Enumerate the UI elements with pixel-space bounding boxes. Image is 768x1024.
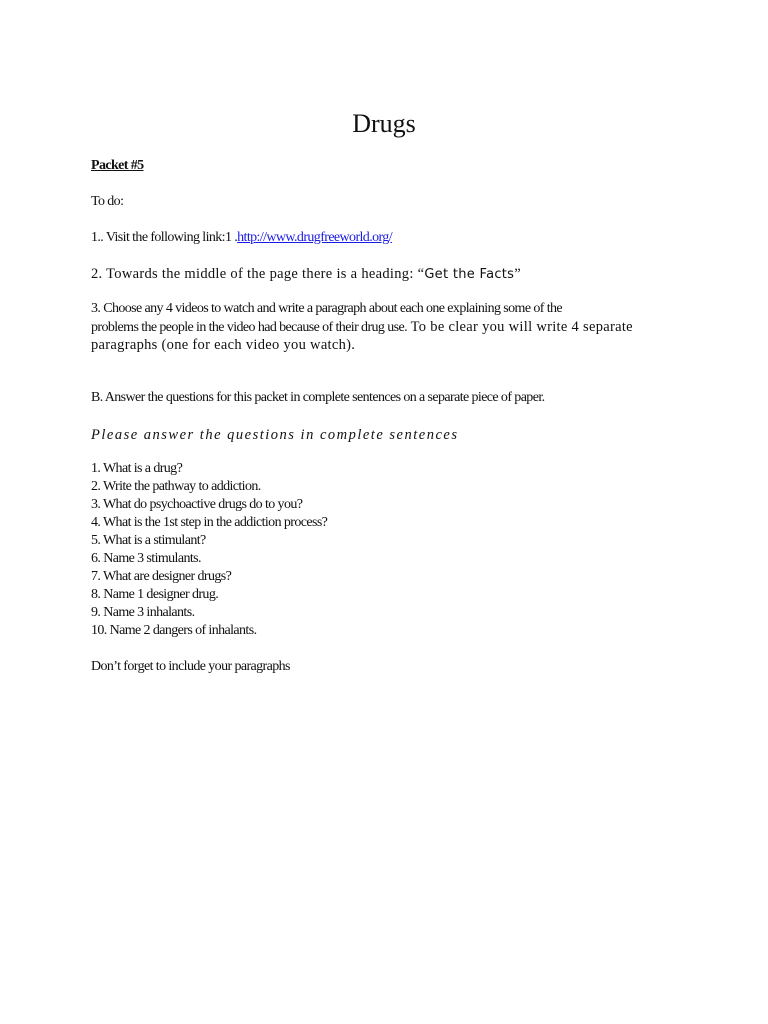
question-7: 7. What are designer drugs?	[91, 569, 232, 584]
drugfreeworld-link[interactable]: http://www.drugfreeworld.org/	[237, 230, 393, 245]
get-the-facts-heading: Get the Facts	[424, 267, 515, 282]
step-2-close-quote: ”	[514, 266, 521, 282]
instruction-note: Please answer the questions in complete sentences	[91, 427, 459, 443]
page-title: Drugs	[352, 109, 416, 138]
step-3-line-3: paragraphs (one for each video you watch).	[91, 337, 356, 353]
step-2	[91, 265, 521, 284]
question-8: 8. Name 1 designer drug.	[91, 587, 219, 602]
question-5: 5. What is a stimulant?	[91, 533, 206, 548]
question-2: 2. Write the pathway to addiction.	[91, 479, 261, 494]
question-9: 9. Name 3 inhalants.	[91, 605, 195, 620]
section-b: B. Answer the questions for this packet in complete sentences on a separate piece of paper.	[91, 390, 545, 405]
step-2-text: 2. Towards the middle of the page there is a heading: “	[91, 266, 425, 282]
question-4: 4. What is the 1st step in the addiction process?	[91, 515, 328, 530]
question-6: 6. Name 3 stimulants.	[91, 551, 201, 566]
step-1-text: 1.. Visit the following link:1 .	[91, 230, 238, 245]
step-3-line-2-start: problems the people in the video had because of their drug use.	[91, 320, 407, 335]
step-3-line-2	[91, 318, 633, 337]
question-1: 1. What is a drug?	[91, 461, 183, 476]
question-10: 10. Name 2 dangers of inhalants.	[91, 623, 257, 638]
todo-label: To do:	[91, 194, 124, 209]
step-3-line-2-end: To be clear you will write 4 separate	[406, 319, 633, 335]
reminder-text: Don’t forget to include your paragraphs	[91, 659, 290, 674]
packet-label: Packet #5	[91, 158, 144, 173]
step-3-line-1: 3. Choose any 4 videos to watch and write a paragraph about each one explaining some of the	[91, 301, 563, 316]
step-1	[91, 229, 392, 247]
question-3: 3. What do psychoactive drugs do to you?	[91, 497, 303, 512]
